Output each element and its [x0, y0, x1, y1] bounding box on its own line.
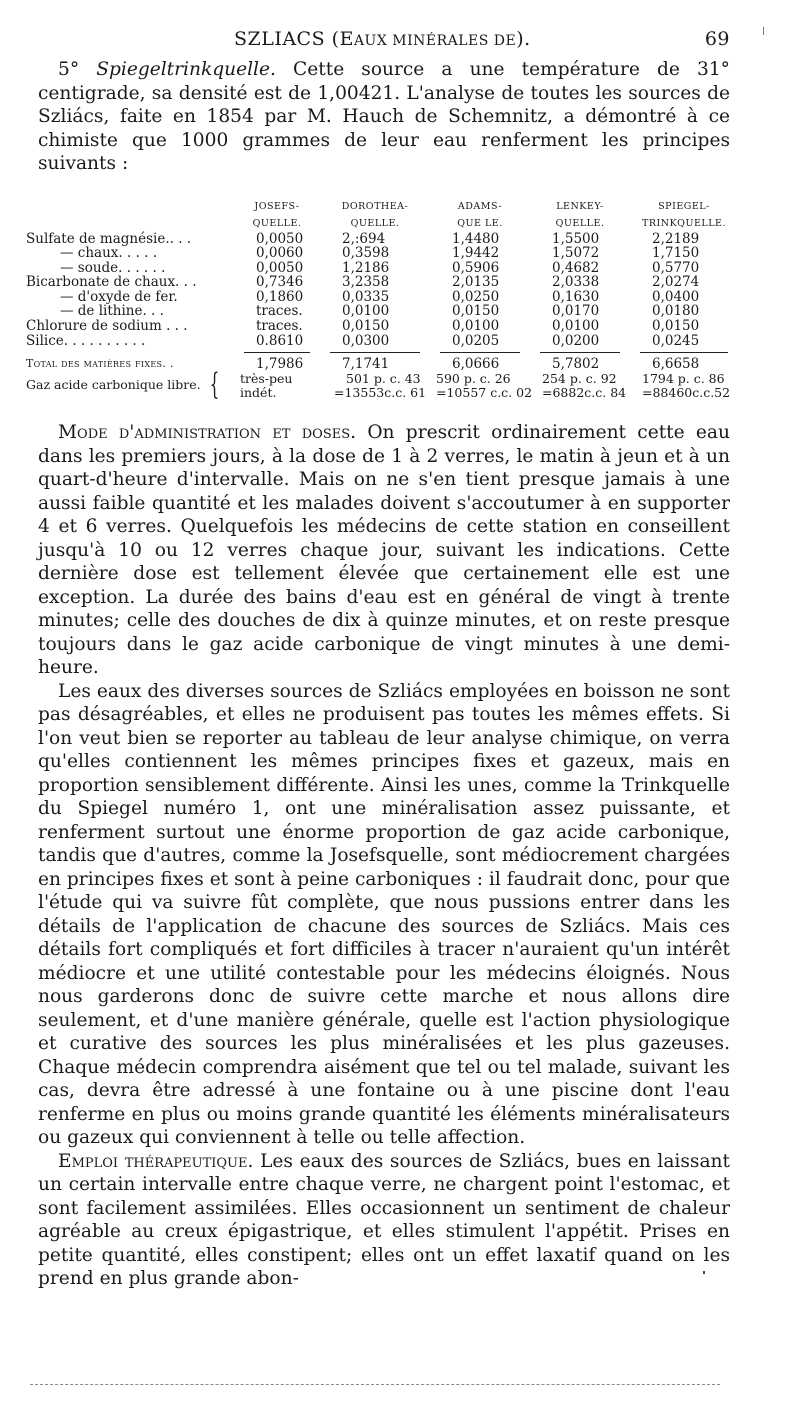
table-cell: 2,2189: [652, 230, 700, 247]
table-row: [22, 290, 738, 305]
total-cell: 7,1741: [342, 356, 390, 373]
table-cell: 3,2358: [342, 274, 390, 291]
total-cell: 5,7802: [552, 356, 600, 373]
table-cell: 2,0274: [652, 274, 700, 291]
table-cell: 0,3598: [342, 245, 390, 262]
book-page: [26, 28, 731, 1291]
table-row: [22, 304, 738, 319]
table-cell: 0,0205: [452, 332, 500, 349]
table-cell: 0,0200: [552, 332, 600, 349]
table-cell: 0,0150: [452, 303, 500, 320]
table-cell: 0,0100: [452, 318, 500, 335]
table-cell: 0,0245: [652, 332, 700, 349]
table-cell: 0,4682: [552, 259, 600, 276]
table-cell: 1,5500: [552, 230, 600, 247]
gas-cell: 254 p. c. 92 =6882c.c. 84: [542, 370, 627, 401]
running-title-start: SZLIACS (E: [234, 28, 354, 50]
table-cell: 0,0335: [342, 288, 390, 305]
row-label: — de lithine. . .: [60, 303, 164, 320]
column-rule: [640, 352, 728, 353]
table-cell: 0,0250: [452, 288, 500, 305]
total-label: Total des matières fixes. .: [26, 357, 174, 371]
edge-mark: [763, 27, 764, 35]
table-row: [22, 246, 738, 261]
table-header-row: [22, 198, 738, 232]
table-cell: 0,0060: [256, 245, 304, 262]
column-rule: [540, 352, 620, 353]
column-header: JOSEFS- QUELLE.: [252, 200, 302, 229]
table-cell: 0,0170: [552, 303, 600, 320]
table-cell: 0.8610: [256, 332, 304, 349]
brace-glyph: {: [209, 366, 219, 402]
emploi-heading: Emploi thérapeutique.: [58, 1150, 254, 1172]
table-row: [22, 261, 738, 276]
total-cell: 6,6658: [652, 356, 700, 373]
source-name: Spiegeltrinkquelle.: [96, 59, 276, 80]
table-cell: 1,2186: [342, 259, 390, 276]
table-cell: 1,9442: [452, 245, 500, 262]
table-cell: traces.: [256, 318, 303, 335]
emploi-text: Les eaux des sources de Szliács, bues en laissant un certain intervalle entre chaque verre, ne chargent point l'estomac, et sont facilement assimilées. Elles occasionnent un sentiment de chaleur agréable au creux épigastrique, et elles stimulent l'appétit. Prises en petite quantité, elles constipent; elles ont un effet laxatif quand on les prend en plus grande abon-: [38, 1150, 730, 1290]
table-cell: 0,0150: [342, 318, 390, 335]
table-cell: 0,1630: [552, 288, 600, 305]
mode-heading: Mode d'administration et doses.: [58, 422, 357, 444]
total-cell: 1,7986: [256, 356, 304, 373]
table-cell: traces.: [256, 303, 303, 320]
table-cell: 0,5770: [652, 259, 700, 276]
row-label: — chaux. . . . .: [60, 245, 158, 262]
table-cell: 0,0150: [652, 318, 700, 335]
gas-cell: 501 p. c. 43 =13553c.c. 61: [334, 370, 427, 401]
table-cell: 0,0100: [552, 318, 600, 335]
analysis-table: [22, 198, 738, 402]
total-row: [22, 357, 738, 372]
table-row: [22, 232, 738, 247]
column-header: LENKEY- QUELLE.: [555, 200, 605, 229]
table-cell: 0,0100: [342, 303, 390, 320]
column-rule: [244, 352, 310, 353]
mode-text: On prescrit ordinairement cette eau dans les premiers jours, à la dose de 1 à 2 verres, le matin à jeun et à un quart-d'heure d'intervalle. Mais on ne s'en tient presque jamais à une aussi faible quantité et les malades doivent s'accoutumer à en supporter 4 et 6 verres. Quelquefois les médecins de cette station en conseillent jusqu'à 10 ou 12 verres chaque jour, suivant les indications. Cette dernière dose est tellement élevée que certainement elle est une exception. La durée des bains d'eau est en général de vingt à trente minutes; celle des douches de dix à quinze minutes, et on reste presque toujours dans le gaz acide carbonique de vingt minutes à une demi-heure.: [38, 422, 730, 679]
page-number: 69: [704, 28, 730, 50]
table-row: [22, 334, 738, 349]
column-header: ADAMS- QUE LE.: [457, 200, 503, 229]
row-label: Chlorure de sodium . . .: [26, 318, 188, 335]
table-cell: 2,0135: [452, 274, 500, 291]
gas-label: Gaz acide carbonique libre.: [26, 376, 201, 392]
table-cell: 1,7150: [652, 245, 700, 262]
row-label: Sulfate de magnésie.. . .: [26, 230, 192, 247]
column-header: DOROTHEA- QUELLE.: [341, 200, 409, 229]
table-cell: 1,4480: [452, 230, 500, 247]
gas-cell: 590 p. c. 26 =10557 c.c. 02: [436, 370, 533, 401]
table-cell: 0,7346: [256, 274, 304, 291]
row-label: Bicarbonate de chaux. . .: [26, 274, 197, 291]
column-header: SPIEGEL- TRINKQUELLE.: [642, 200, 726, 229]
source-number: 5°: [58, 59, 80, 80]
column-rule: [440, 352, 520, 353]
row-label: Silice. . . . . . . . . .: [26, 332, 146, 349]
table-cell: 2,:694: [342, 230, 386, 247]
table-cell: 0,0050: [256, 230, 304, 247]
running-title: [234, 28, 531, 50]
table-cell: 0,0400: [652, 288, 700, 305]
table-row: [22, 319, 738, 334]
table-cell: 0,5906: [452, 259, 500, 276]
total-cell: 6,0666: [452, 356, 500, 373]
running-title-end: ).: [516, 28, 531, 50]
row-label: — soude. . . . . .: [60, 259, 166, 276]
gas-row: [22, 372, 738, 401]
running-title-smallcaps: AUX MINÉRALES DE: [353, 33, 517, 49]
intro-paragraph: [38, 58, 730, 176]
table-row: [22, 275, 738, 290]
table-cell: 0,0050: [256, 259, 304, 276]
table-cell: 0,0180: [652, 303, 700, 320]
gas-cell: 1794 p. c. 86 =88460c.c.52: [642, 370, 731, 401]
running-header: [38, 28, 730, 58]
eaux-paragraph: Les eaux des diverses sources de Szliács employées en boisson ne sont pas désagréables, et elles ne produisent pas toutes les mêmes effets. Si l'on veut bien se reporter au tableau de leur analyse chimique, on verra qu'elles contiennent les mêmes principes fixes et gazeux, mais en proportion sensiblement différente. Ainsi les unes, comme la Trinkquelle du Spiegel numéro 1, ont une minéralisation assez puissante, et renferment surtout une énorme proportion de gaz acide carbonique, tandis que d'autres, comme la Josefsquelle, sont médiocrement chargées en principes fixes et sont à peine carboniques : il faudrait donc, pour que l'étude qui va suivre fût complète, que nous pussions entrer dans les détails de l'application de chacune des sources de Szliács. Mais ces détails fort compliqués et fort difficiles à tracer n'auraient qu'un intérêt médiocre et une utilité contestable pour les médecins éloignés. Nous nous garderons donc de suivre cette marche et nous allons dire seulement, et d'une manière générale, quelle est l'action physiologique et curative des sources les plus minéralisées et les plus gazeuses. Chaque médecin comprendra aisément que tel ou tel malade, suivant les cas, devra être adressé à une fontaine ou à une piscine dont l'eau renferme en plus ou moins grande quantité les éléments minéralisateurs ou gazeux qui conviennent à telle ou telle affection.: [38, 680, 730, 1149]
table-cell: 2,0338: [552, 274, 600, 291]
body-text: [38, 421, 730, 1291]
table-cell: 0,1860: [256, 288, 304, 305]
gas-cell: très-peu indét.: [240, 370, 293, 401]
intro-text: Cette source a une température de 31° centigrade, sa densité est de 1,00421. L'analyse de toutes les sources de Szliács, faite en 1854 par M. Hauch de Schemnitz, a démontré à ce chimiste que 1000 grammes de leur eau renferment les principes suivants :: [38, 59, 730, 174]
table-cell: 1,5072: [552, 245, 600, 262]
column-rule: [330, 352, 420, 353]
analysis-table-wrapper: [22, 198, 738, 402]
mode-paragraph: [38, 421, 730, 680]
table-cell: 0,0300: [342, 332, 390, 349]
footer-rule: [30, 1384, 720, 1385]
row-label: — d'oxyde de fer.: [60, 288, 178, 305]
table-header-empty: [22, 198, 234, 232]
emploi-paragraph: [38, 1150, 730, 1291]
